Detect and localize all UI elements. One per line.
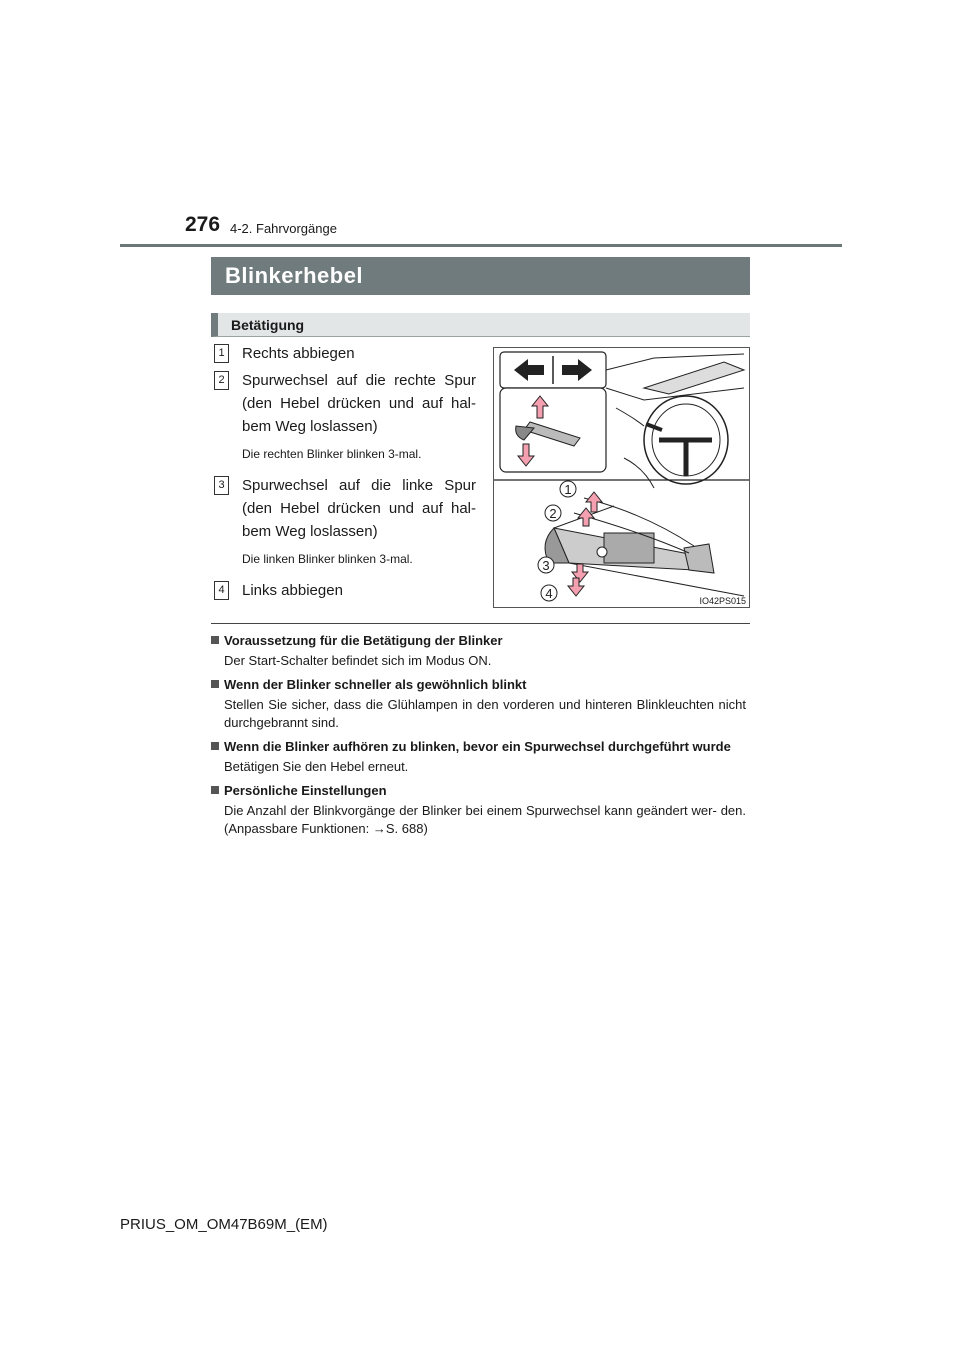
figure-label: 4 — [545, 586, 553, 601]
note — [211, 676, 746, 732]
note — [211, 632, 746, 670]
item-number: 4 — [214, 581, 229, 600]
page-number: 276 — [185, 213, 221, 236]
note-body: Betätigen Sie den Hebel erneut. — [224, 759, 409, 774]
list-item — [214, 579, 476, 602]
turn-signal-lever-illustration — [493, 347, 750, 608]
item-number: 3 — [214, 476, 229, 495]
lever-diagram — [494, 348, 749, 607]
item-text: Rechts abbiegen — [242, 345, 355, 362]
note-title: Wenn die Blinker aufhören zu blinken, bevor ein Spurwechsel durchgeführt wurde — [224, 739, 731, 754]
note-title: Voraussetzung für die Betätigung der Blinker — [224, 633, 503, 648]
subsection-title: Betätigung — [231, 317, 305, 333]
section-divider — [211, 623, 750, 624]
item-number: 2 — [214, 371, 229, 390]
note — [211, 738, 746, 776]
square-bullet-icon — [211, 742, 219, 750]
subsection-bar — [211, 313, 750, 337]
section-title: Blinkerhebel — [211, 257, 750, 295]
item-text: Spurwechsel auf die rechte Spur (den Hebel drücken und auf hal- bem Weg loslassen) — [242, 372, 476, 435]
square-bullet-icon — [211, 680, 219, 688]
list-item — [214, 474, 476, 567]
note-title: Persönliche Einstellungen — [224, 783, 387, 798]
note-body: Stellen Sie sicher, dass die Glühlampen in den vorderen und hinteren Blinkleuchten nicht durchgebrannt sind. — [224, 697, 746, 730]
figure-label: 3 — [542, 558, 550, 573]
square-bullet-icon — [211, 786, 219, 794]
list-item — [214, 369, 476, 462]
item-note: Die linken Blinker blinken 3-mal. — [242, 552, 413, 566]
note-body: Der Start-Schalter befindet sich im Modus ON. — [224, 653, 492, 668]
figure-label: 1 — [564, 482, 572, 497]
figure-code: IO42PS015 — [699, 596, 746, 606]
steps-list — [214, 342, 476, 602]
note-body: Die Anzahl der Blinkvorgänge der Blinker bei einem Spurwechsel kann geändert wer- den. (Anpassbare Funktionen: →S. 688) — [224, 803, 746, 836]
note — [211, 782, 746, 838]
item-note: Die rechten Blinker blinken 3-mal. — [242, 447, 422, 461]
figure-label: 2 — [549, 506, 557, 521]
note-title: Wenn der Blinker schneller als gewöhnlich blinkt — [224, 677, 527, 692]
item-text: Spurwechsel auf die linke Spur (den Hebel drücken und auf hal- bem Weg loslassen) — [242, 477, 476, 540]
header-divider — [120, 244, 842, 247]
list-item — [214, 342, 476, 365]
footer-doc-id: PRIUS_OM_OM47B69M_(EM) — [120, 1216, 328, 1233]
square-bullet-icon — [211, 636, 219, 644]
chapter-title: 4-2. Fahrvorgänge — [230, 221, 337, 236]
item-text: Links abbiegen — [242, 582, 343, 599]
item-number: 1 — [214, 344, 229, 363]
notes-list — [211, 632, 746, 844]
